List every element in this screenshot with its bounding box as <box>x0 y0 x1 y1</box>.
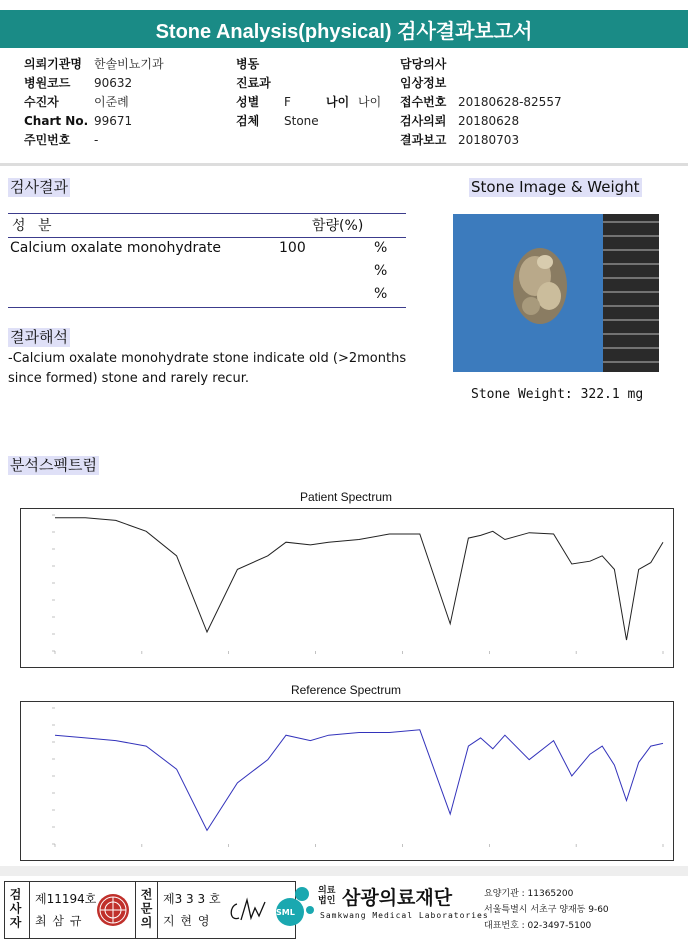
header-row-resident-no: 주민번호 - <box>24 133 99 147</box>
header-row-ward: 병동 <box>236 57 260 71</box>
stone-photo <box>453 214 659 372</box>
stone-weight-unit: mg <box>627 387 644 402</box>
report-title: Stone Analysis(physical) 검사결과보고서 <box>0 10 688 48</box>
inspector-seal <box>97 894 129 926</box>
stone-heading: Stone Image & Weight <box>471 178 640 196</box>
results-bottom-rule <box>8 307 406 308</box>
patient-spectrum-title: Patient Spectrum <box>299 490 393 504</box>
header-row-report-date: 결과보고 20180703 <box>400 133 520 147</box>
interpretation-text: -Calcium oxalate monohydrate stone indicate old (>2months since formed) stone and rarely recur. <box>8 351 407 386</box>
org-phone: 대표번호 : 02-3497-5100 <box>484 921 592 931</box>
header-row-chart-no: Chart No. 99671 <box>24 114 133 128</box>
results-header-rule <box>8 237 406 238</box>
header-row-sex: 성별 F 나이 나이 <box>236 95 382 109</box>
inspector-license-no: 제11194호 <box>35 892 97 906</box>
header-row-specimen: 검체 Stone <box>236 114 319 128</box>
reference-spectrum-svg <box>21 702 673 860</box>
header-separator <box>0 163 688 166</box>
sml-logo <box>270 884 314 928</box>
org-address: 서울특별시 서초구 양재동 9-60 <box>484 905 609 915</box>
header-row-receipt-no: 접수번호 20180628-82557 <box>400 95 562 109</box>
sml-logo-text: SML <box>276 908 295 917</box>
stone-object <box>513 248 567 324</box>
result-row-3-unit: % <box>374 286 388 302</box>
stone-weight <box>471 387 643 402</box>
stone-photo-svg <box>453 214 659 372</box>
sml-logo-mark <box>270 884 314 928</box>
org-prefix-bottom: 법인 <box>318 896 336 906</box>
signature-scribble <box>227 896 267 926</box>
inspector-label: 검사자 <box>8 888 22 930</box>
result-row-1-name: Calcium oxalate monohydrate <box>10 240 221 256</box>
specialist-license-no: 제3 3 3 호 <box>163 892 221 906</box>
result-row-2-unit: % <box>374 263 388 279</box>
header-row-patient: 수진자 이준례 <box>24 95 129 109</box>
spectrum-heading: 분석스펙트럼 <box>10 456 97 474</box>
col-content-header: 함량(%) <box>312 218 364 234</box>
results-top-rule <box>8 213 406 214</box>
col-component-header: 성 분 <box>12 218 56 234</box>
seal-pattern <box>97 894 129 926</box>
stone-weight-value: 322.1 <box>580 387 620 402</box>
org-info <box>484 886 609 934</box>
header-row-hospital-code: 병원코드 90632 <box>24 76 133 90</box>
specialist-label: 전문의 <box>139 888 153 930</box>
footer-strip <box>0 866 688 876</box>
top-strip <box>0 0 688 8</box>
reference-spectrum-chart <box>20 701 674 861</box>
specialist-name: 지 현 영 <box>163 914 211 928</box>
result-row-1-value: 100 <box>279 240 306 256</box>
org-prefix-top: 의료 <box>318 886 336 896</box>
org-institution-code: 요양기관 : 11365200 <box>484 889 574 899</box>
results-heading: 검사결과 <box>10 178 68 196</box>
signature-box <box>4 881 296 939</box>
inspector-name: 최 삼 규 <box>35 914 83 928</box>
header-col3 <box>400 55 562 150</box>
header-row-institution: 의뢰기관명 한솔비뇨기과 <box>24 57 164 71</box>
interpretation-heading: 결과해석 <box>10 328 68 346</box>
header-col1 <box>24 55 164 150</box>
header-row-request-date: 검사의뢰 20180628 <box>400 114 520 128</box>
header-row-clinical-info: 임상정보 <box>400 76 447 90</box>
header-row-department: 진료과 <box>236 76 271 90</box>
org-name: 삼광의료재단 <box>342 887 453 909</box>
patient-spectrum-svg <box>21 509 673 667</box>
reference-spectrum-title: Reference Spectrum <box>290 683 402 697</box>
patient-spectrum-chart <box>20 508 674 668</box>
result-row-1-unit: % <box>374 240 388 256</box>
org-prefix <box>318 886 335 906</box>
spectrum-line <box>55 730 663 831</box>
org-name-en: Samkwang Medical Laboratories <box>320 911 489 920</box>
spectrum-line <box>55 518 663 640</box>
header-row-doctor: 담당의사 <box>400 57 447 71</box>
stone-weight-label: Stone Weight: <box>471 387 573 402</box>
